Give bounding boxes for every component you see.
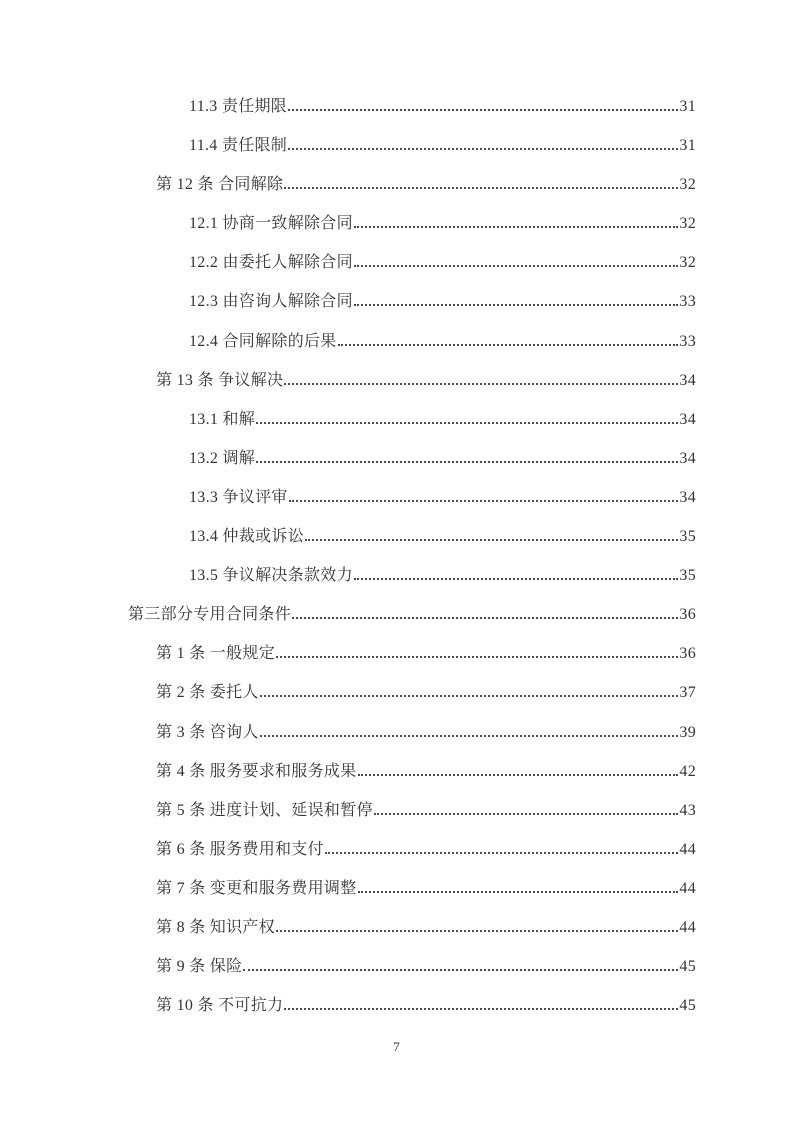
toc-entry-page-number: 33 [679, 293, 696, 311]
toc-entry-page-number: 39 [679, 723, 696, 741]
toc-dotted-leader [284, 383, 678, 385]
toc-entry-label: 13.1 和解 [189, 410, 256, 428]
toc-entry-label: 第 13 条 争议解决 [156, 371, 284, 389]
toc-entry [128, 836, 696, 875]
toc-dotted-leader [358, 774, 679, 776]
toc-dotted-leader [276, 930, 678, 932]
toc-dotted-leader [354, 265, 678, 267]
toc-dotted-leader [292, 617, 678, 619]
toc-dotted-leader [305, 539, 678, 541]
toc-entry [128, 132, 696, 171]
toc-entry-page-number: 44 [679, 918, 696, 936]
toc-entry-label: 13.4 仲裁或诉讼 [189, 528, 305, 546]
toc-entry-label: 第 10 条 不可抗力 [156, 997, 284, 1015]
toc-entry-label: 12.1 协商一致解除合同 [189, 215, 353, 233]
toc-entry-label: 第 2 条 委托人 [156, 684, 259, 702]
toc-entry [128, 719, 696, 758]
toc-entry-label: 第三部分专用合同条件 [128, 606, 292, 624]
toc-entry [128, 249, 696, 288]
toc-dotted-leader [256, 461, 678, 463]
toc-entry-page-number: 45 [679, 958, 696, 976]
toc-entry [128, 328, 696, 367]
toc-dotted-leader [354, 304, 678, 306]
toc-entry [128, 992, 696, 1031]
toc-entry-page-number: 35 [679, 567, 696, 585]
toc-dotted-leader [288, 109, 678, 111]
toc-entry [128, 758, 696, 797]
toc-entry-page-number: 31 [679, 137, 696, 155]
toc-entry-label: 第 5 条 进度计划、延误和暂停 [156, 801, 373, 819]
toc-entry-page-number: 45 [679, 997, 696, 1015]
toc-entry [128, 93, 696, 132]
toc-dotted-leader [354, 578, 678, 580]
toc-entry [128, 875, 696, 914]
toc-entry-label: 第 8 条 知识产权 [156, 918, 276, 936]
toc-entry-page-number: 32 [679, 254, 696, 272]
toc-dotted-leader [256, 422, 678, 424]
toc-dotted-leader [358, 891, 679, 893]
toc-entry [128, 523, 696, 562]
toc-entry-page-number: 32 [679, 215, 696, 233]
toc-dotted-leader [338, 344, 679, 346]
toc-entry [128, 171, 696, 210]
toc-dotted-leader [284, 187, 678, 189]
toc-entry-page-number: 34 [679, 488, 696, 506]
toc-entry-label: 12.2 由委托人解除合同 [189, 254, 353, 272]
toc-entry [128, 406, 696, 445]
toc-entry [128, 601, 696, 640]
toc-entry-label: 第 3 条 咨询人 [156, 723, 259, 741]
toc-entry-label: 12.4 合同解除的后果 [189, 332, 337, 350]
toc-dotted-leader [284, 1008, 678, 1010]
toc-entry [128, 484, 696, 523]
toc-dotted-leader [276, 656, 678, 658]
toc-entry-page-number: 44 [679, 879, 696, 897]
toc-entry [128, 797, 696, 836]
toc-entry-page-number: 36 [679, 606, 696, 624]
toc-entry [128, 367, 696, 406]
toc-dotted-leader [374, 813, 679, 815]
toc-entry-label: 12.3 由咨询人解除合同 [189, 293, 353, 311]
toc-entry [128, 288, 696, 327]
toc-entry [128, 445, 696, 484]
toc-entry-page-number: 44 [679, 840, 696, 858]
toc-dotted-leader [354, 226, 678, 228]
toc-entry-label: 第 12 条 合同解除 [156, 176, 284, 194]
toc-entry [128, 914, 696, 953]
toc-entry-page-number: 35 [679, 528, 696, 546]
toc-entry-page-number: 32 [679, 176, 696, 194]
toc-entry-page-number: 33 [679, 332, 696, 350]
toc-entry [128, 953, 696, 992]
toc-entry [128, 210, 696, 249]
toc-dotted-leader [325, 852, 678, 854]
toc-dotted-leader [289, 500, 679, 502]
toc-entry-page-number: 34 [679, 410, 696, 428]
toc-entry [128, 562, 696, 601]
toc-entry-label: 13.2 调解 [189, 449, 256, 467]
toc-entry-label: 第 9 条 保险 [156, 958, 243, 976]
toc-entry-label: 第 6 条 服务费用和支付 [156, 840, 324, 858]
table-of-contents [128, 93, 696, 1031]
toc-entry-page-number: 42 [679, 762, 696, 780]
page-number: 7 [393, 1039, 400, 1054]
toc-entry-label: 第 1 条 一般规定 [156, 645, 276, 663]
toc-dotted-leader [243, 969, 678, 971]
toc-entry-label: 第 4 条 服务要求和服务成果 [156, 762, 357, 780]
page-footer [0, 1039, 793, 1055]
toc-entry-label: 第 7 条 变更和服务费用调整 [156, 879, 357, 897]
toc-dotted-leader [260, 695, 679, 697]
toc-entry-label: 11.3 责任期限 [189, 98, 288, 115]
toc-entry-page-number: 37 [679, 684, 696, 702]
toc-entry-page-number: 36 [679, 645, 696, 663]
toc-entry [128, 679, 696, 718]
toc-entry-label: 13.5 争议解决条款效力 [189, 567, 353, 585]
toc-entry-label: 11.4 责任限制 [189, 137, 288, 155]
toc-entry-label: 13.3 争议评审 [189, 488, 288, 506]
toc-entry-page-number: 34 [679, 371, 696, 389]
toc-entry-page-number: 31 [679, 98, 696, 115]
toc-entry-page-number: 43 [679, 801, 696, 819]
toc-entry-page-number: 34 [679, 449, 696, 467]
toc-dotted-leader [288, 148, 678, 150]
toc-entry [128, 640, 696, 679]
toc-dotted-leader [260, 735, 679, 737]
